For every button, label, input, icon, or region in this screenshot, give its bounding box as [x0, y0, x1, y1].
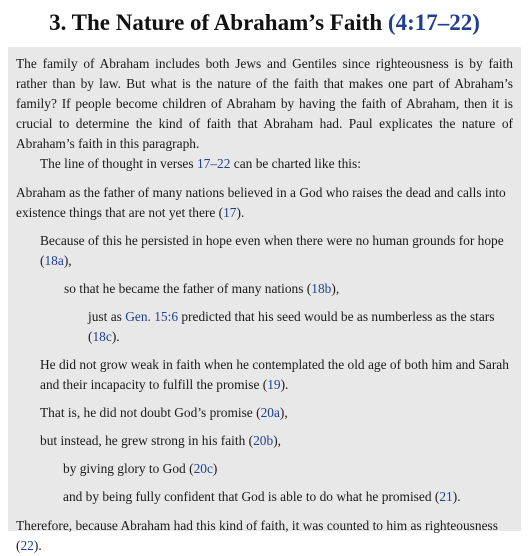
- verse-link-19[interactable]: 19: [267, 377, 281, 392]
- verse-link-18c[interactable]: 18c: [92, 329, 112, 344]
- outline-text: Therefore, because Abraham had this kind of faith, it was counted to him as righteousness (: [16, 518, 498, 553]
- outline-end: ).: [452, 489, 461, 504]
- outline-text: predicted that his seed would be as numberless as the stars (: [88, 309, 495, 344]
- chart-intro-before: The line of thought in verses: [40, 156, 197, 171]
- outline-item-18a: [40, 231, 513, 271]
- outline-end: ): [212, 461, 218, 476]
- outline-item-18b: [64, 279, 513, 299]
- chart-intro-paragraph: [16, 154, 513, 174]
- verse-link-18b[interactable]: 18b: [311, 281, 332, 296]
- outline-text: and by being fully confident that God is able to do what he promised (: [63, 489, 440, 504]
- outline-end: ),: [279, 405, 288, 420]
- verse-link-21[interactable]: 21: [439, 489, 453, 504]
- outline-item-20a: [40, 403, 513, 423]
- outline-end: ).: [111, 329, 120, 344]
- outline-text: Because of this he persisted in hope even when there were no human grounds for hope (: [40, 233, 504, 268]
- content-panel: [8, 47, 521, 553]
- outline-end: ),: [331, 281, 340, 296]
- section-number: 3.: [49, 10, 67, 35]
- outline-end: ),: [273, 433, 281, 448]
- outline-end: ).: [280, 377, 289, 392]
- verse-link-20b[interactable]: 20b: [253, 433, 274, 448]
- outline-item-18c: [88, 307, 513, 347]
- heading-scripture-link[interactable]: 4:17–22: [395, 10, 473, 35]
- outline-text: just as: [88, 309, 126, 324]
- heading-ref-open: (: [387, 10, 396, 35]
- verse-link-20c[interactable]: 20c: [193, 461, 213, 476]
- scripture-link-gen-15-6[interactable]: Gen. 15:6: [125, 309, 179, 324]
- outline-item-20c: [63, 459, 513, 479]
- outline-text: That is, he did not doubt God’s promise (: [40, 405, 261, 420]
- outline-end: ).: [33, 538, 42, 553]
- verse-link-17-22[interactable]: 17–22: [196, 156, 231, 171]
- outline-item-22: [16, 516, 513, 556]
- verse-link-17[interactable]: 17: [223, 205, 237, 220]
- verse-link-18a[interactable]: 18a: [44, 253, 64, 268]
- outline-item-21: [63, 487, 513, 507]
- chart-intro-after: can be charted like this:: [230, 156, 361, 171]
- outline-text: Abraham as the father of many nations believed in a God who raises the dead and calls into existence things that are not yet there (: [16, 185, 506, 220]
- outline-item-17: [16, 183, 513, 223]
- outline-item-19: [40, 355, 513, 395]
- outline-end: ),: [63, 253, 72, 268]
- section-title: The Nature of Abraham’s Faith: [71, 10, 383, 35]
- verse-link-20a[interactable]: 20a: [260, 405, 280, 420]
- outline-text: but instead, he grew strong in his faith (: [40, 433, 254, 448]
- section-heading: [0, 8, 529, 38]
- outline-text: so that he became the father of many nations (: [64, 281, 312, 296]
- outline-text: He did not grow weak in faith when he contemplated the old age of both him and Sarah and their incapacity to fulfill the promise (: [40, 357, 509, 392]
- verse-link-22[interactable]: 22: [20, 538, 34, 553]
- outline-item-20b: [40, 431, 513, 451]
- outline-end: ).: [236, 205, 245, 220]
- heading-ref-close: ): [472, 10, 480, 35]
- intro-paragraph: The family of Abraham includes both Jews and Gentiles since righteousness is by faith rather than by law. But what is the nature of the faith that makes one part of Abraham’s family? If people become children of Abraham by having the faith of Abraham, then it is crucial to determine the kind of faith that Abraham had. Paul explicates the nature of Abraham’s faith in this paragraph.: [16, 56, 513, 151]
- outline-text: by giving glory to God (: [63, 461, 194, 476]
